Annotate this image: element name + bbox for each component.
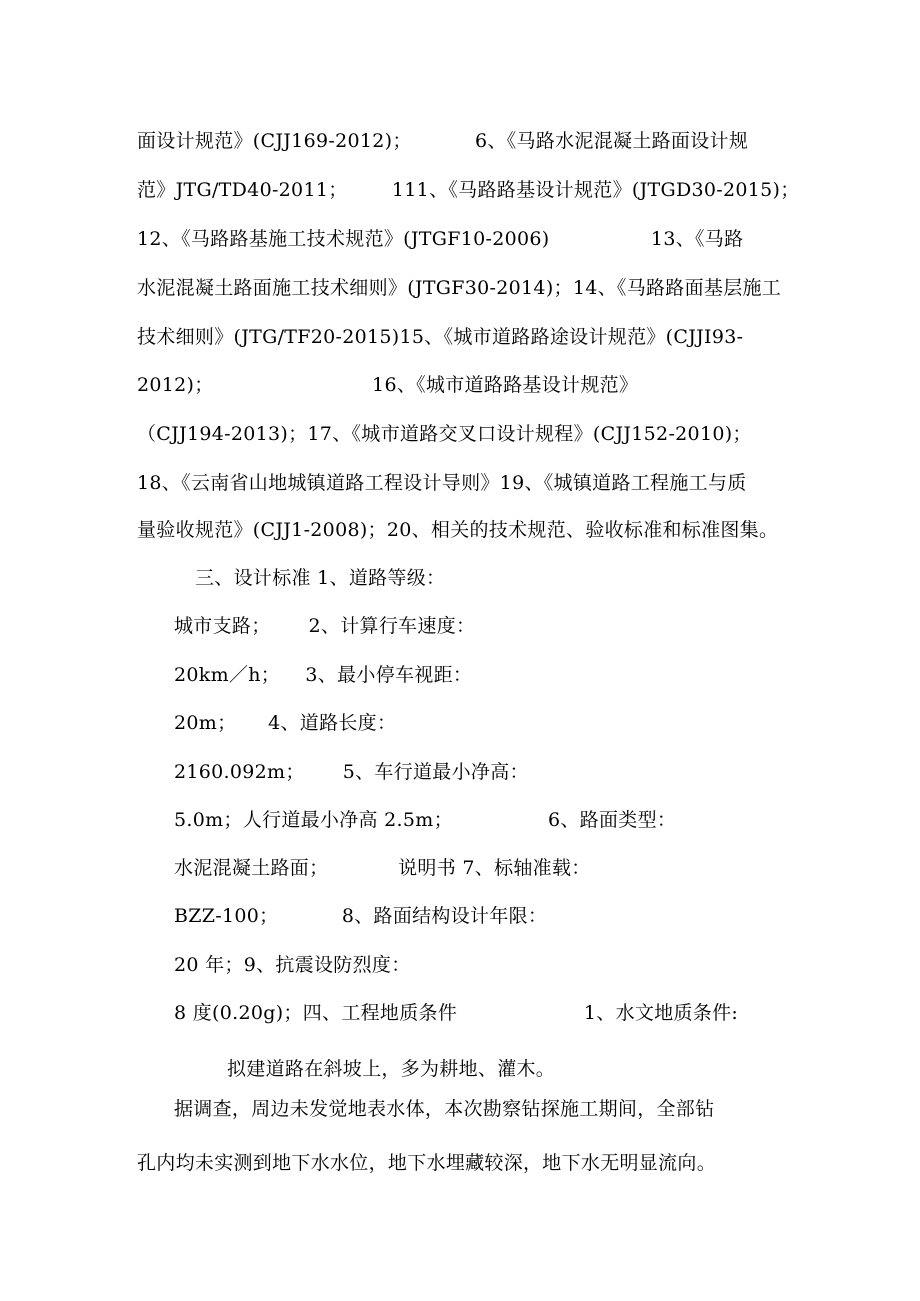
text-line: 拟建道路在斜坡上，多为耕地、灌木。 — [227, 1058, 556, 1080]
text-line: BZZ-100； 8、路面结构设计年限： — [174, 905, 548, 927]
text-line: 5.0m；人行道最小净高 2.5m； 6、路面类型： — [174, 809, 677, 831]
text-line: 技术细则》(JTG/TF20-2015)15、《城市道路路途设计规范》(CJJI93- — [137, 326, 744, 348]
text-line: 范》JTG/TD40-2011； 111、《马路路基设计规范》(JTGD30-2015)； — [137, 179, 800, 201]
text-line: 面设计规范》(CJJ169-2012)； 6、《马路水泥混凝土路面设计规 — [137, 130, 749, 152]
text-line: 2160.092m； 5、车行道最小净高： — [174, 761, 529, 783]
text-line: 20km／h； 3、最小停车视距： — [174, 664, 473, 686]
text-line: 12、《马路路基施工技术规范》(JTGF10-2006) 13、《马路 — [137, 228, 744, 250]
text-line: 水泥混凝土路面施工技术细则》(JTGF30-2014)；14、《马路路面基层施工 — [137, 277, 782, 299]
text-line: 孔内均未实测到地下水水位，地下水埋藏较深，地下水无明显流向。 — [137, 1152, 717, 1174]
text-line: 20m； 4、道路长度： — [174, 712, 397, 734]
text-line: 2012)； 16、《城市道路路基设计规范》 — [137, 374, 639, 396]
section-heading: 三、设计标准 1、道路等级： — [195, 567, 446, 589]
text-line: 量验收规范》(CJJ1-2008)；20、相关的技术规范、验收标准和标准图集。 — [137, 519, 779, 541]
text-line: 水泥混凝土路面； 说明书 7、标轴准载： — [174, 857, 591, 879]
text-line: 18、《云南省山地城镇道路工程设计导则》19、《城镇道路工程施工与质 — [137, 472, 747, 494]
text-line: 城市支路； 2、计算行车速度： — [174, 615, 476, 637]
text-line: （CJJ194-2013)；17、《城市道路交叉口设计规程》(CJJ152-2010)； — [137, 423, 752, 445]
text-line: 据调查，周边未发觉地表水体，本次勘察钻探施工期间，全部钻 — [174, 1098, 715, 1120]
text-line: 8 度(0.20g)；四、工程地质条件 1、水文地质条件: — [174, 1002, 739, 1024]
text-line: 20 年；9、抗震设防烈度： — [174, 954, 411, 976]
